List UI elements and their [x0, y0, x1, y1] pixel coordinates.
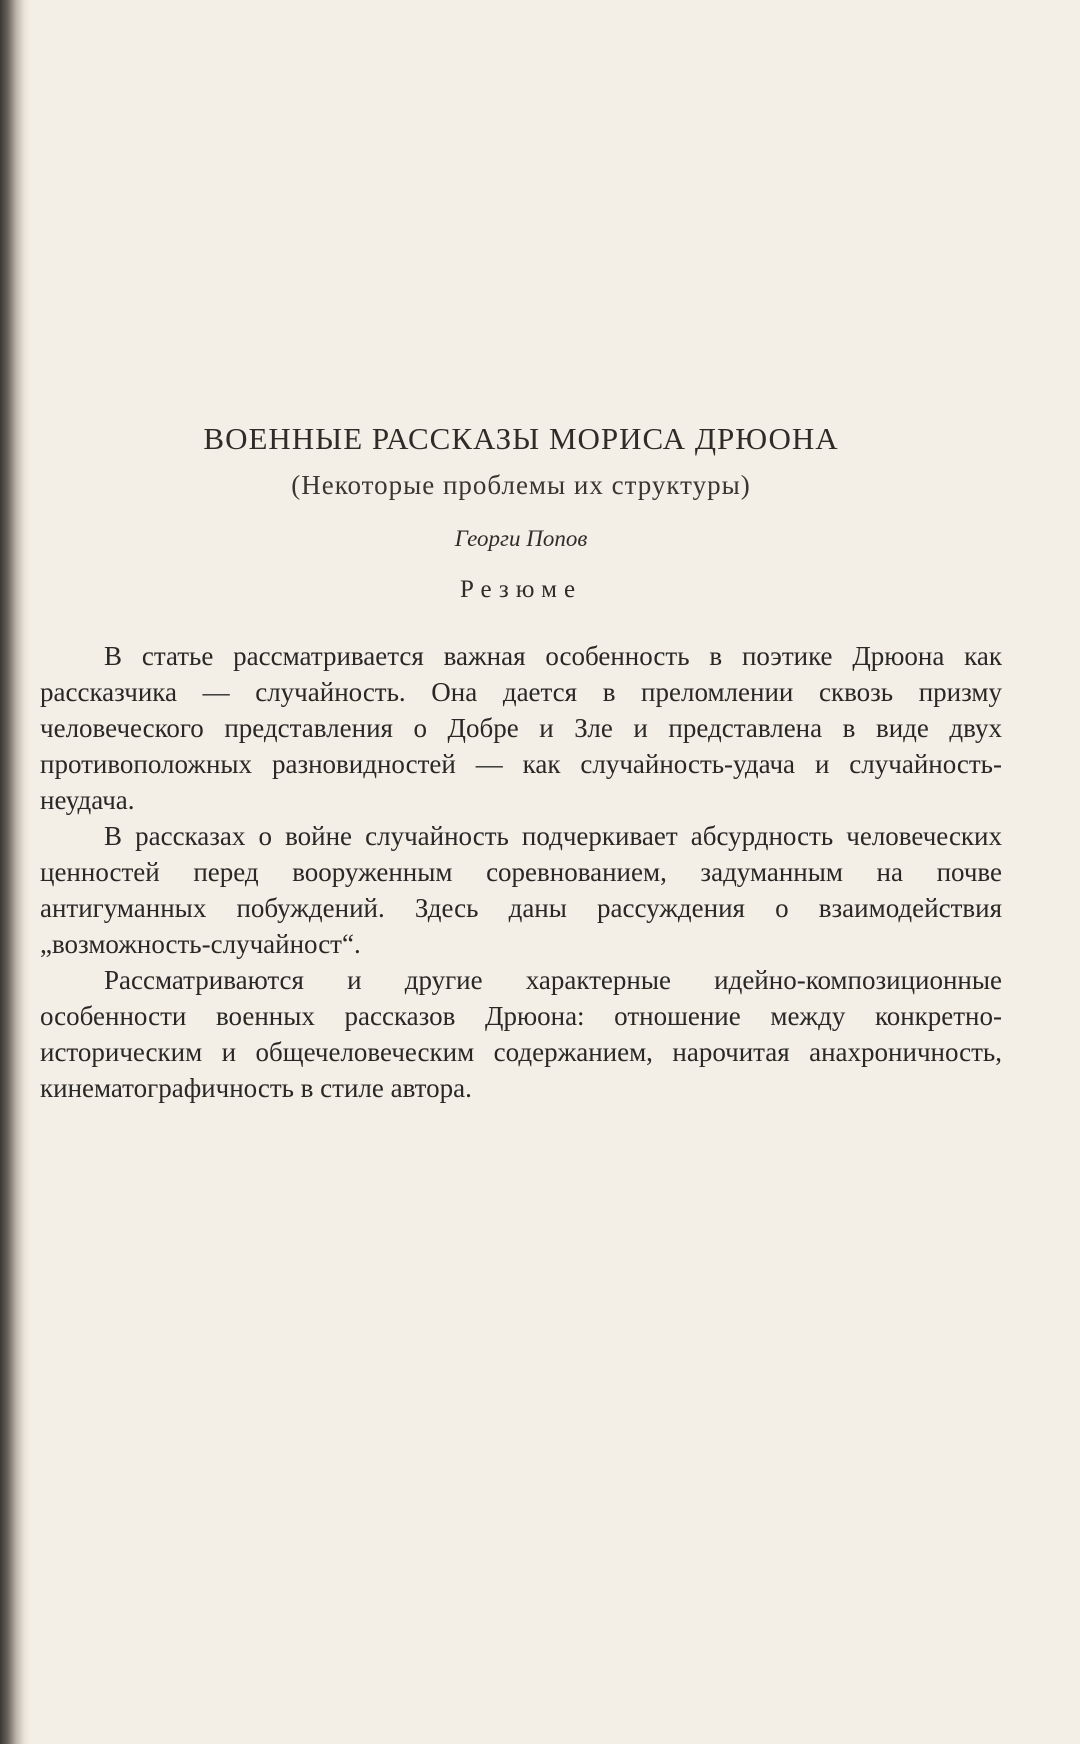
abstract-body — [40, 638, 1002, 1106]
article-author: Георги Попов — [454, 525, 588, 551]
article-content — [40, 420, 1002, 1106]
article-title: ВОЕННЫЕ РАССКАЗЫ МОРИСА ДРЮОНА — [203, 421, 839, 456]
article-subtitle: (Некоторые проблемы их структуры) — [291, 470, 751, 501]
section-heading: Резюме — [459, 575, 583, 603]
book-spine-shadow — [0, 0, 30, 1744]
abstract-paragraph: Рассматриваются и другие характерные идейно-композиционные особенности военных рассказов Дрюона: отношение между конкретно-историческим и общечеловеческим содержанием, нарочитая анахроничность, кинематографичность в стиле автора. — [40, 964, 1002, 1103]
abstract-paragraph: В статье рассматривается важная особенность в поэтике Дрюона как рассказчика — случайность. Она дается в преломлении сквозь призму человеческого представления о Добре и Зле и представлена в виде двух противоположных разновидностей — как случайность-удача и случайность-неудача. — [40, 640, 1002, 815]
abstract-paragraph: В рассказах о войне случайность подчеркивает абсурдность человеческих ценностей перед вооруженным соревнованием, задуманным на почве антигуманных побуждений. Здесь даны рассуждения о взаимодействия „возможность-случайност“. — [40, 820, 1002, 959]
